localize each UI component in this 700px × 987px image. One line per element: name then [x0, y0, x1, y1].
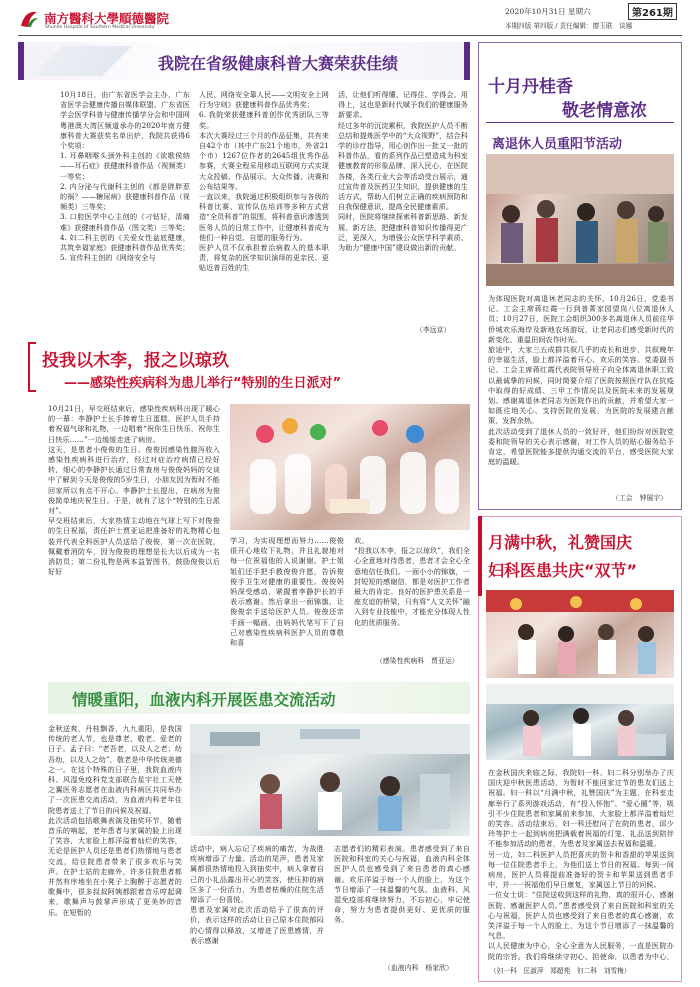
article-subtitle: 离退休人员重阳节活动	[492, 137, 623, 152]
issue-date: 2020年10月31日 星期六	[505, 7, 591, 16]
article-festival	[478, 516, 682, 982]
photo-ward-visit	[486, 684, 674, 760]
article-body-col1: 10月21日，早交班结束后，感染性疾病科出现了暖心的一幕：李静护士长手捧着生日蛋糕，医护人员手持着祝福气球和礼物，一边唱着“祝你生日快乐，祝你生日快乐……”一边缓缓走进了病房。 这天，是患者小俊俊的生日。俊俊因感染性腹泻收入感染性疾病科进行治疗，经过对症治疗病情已经好转，细心的李静护长通过日常查房与俊俊妈妈的交谈中了解到今天是俊俊的5岁生日，小朋友因为暂时不能回家所以有点不开心。李静护士长提出，在病房为俊俊简单地庆祝生日。于是，就有了这个“特别的生日派对”。 早交班结束后，大家热情主动地在气球上写下对俊俊的生日祝福，责任护士贾亚运把准备好的礼物精心包装并代表全科医护人员送给了俊俊，第一次在医院，佩戴着消防车，因为俊俊的理想是长大以后成为一名消防员；第二份礼物是两本益智图书，鼓励俊俊以后好好	[48, 404, 220, 577]
article-author: （血液内科 杨家欣）	[384, 964, 453, 972]
photo-birthday-party	[230, 404, 470, 530]
article-body-col3: 活，让他们听得懂、记得住、学得会、用得上，这也是新时代赋予我们的健康服务新要求。 经过多年的沉淀累积，我院医护人员不断总结和提炼医学中的“大众视野”，结合科学的诊疗指导，用心创作出一批又一批的科普作品，看的系列作品已塑造成为科室健康教育的形象品牌，深入民心，在医院各楼，各类行业大会等活动受台展示，通过宣传普及医药卫生知识，提供健康的生活方式，帮助人们树立正确的疾病预防和自我保健意识，提高全民健康素质。 同时，医院将继续探索科普新思路、新发展、新方法，把健康科普知识传播得更广泛，更深入，为增强公众医学科学素质、为助力“健康中国”建设做出新的贡献。	[338, 90, 468, 253]
article-title-line1: 十月丹桂香	[488, 77, 573, 97]
edition-info: 本期四版 第四版 / 责任编辑：廖玉联 谈娜	[505, 22, 633, 30]
article-author: （感染性疾病科 贾亚运）	[376, 657, 459, 665]
article-author: （李远京）	[416, 326, 451, 334]
banner-deco-stripe	[18, 42, 24, 80]
article-title-line2: 敬老情意浓	[562, 101, 647, 121]
title-accent	[478, 516, 482, 596]
title-divider	[486, 122, 674, 123]
hospital-logo-icon	[18, 8, 40, 30]
photo-retirees	[486, 154, 674, 286]
banner-deco-stripe-right	[464, 42, 470, 80]
article-title-line1: 月满中秋，礼赞国庆	[488, 533, 633, 552]
article-body-col2: 学习，为实现理想而努力……俊俊很开心地收下礼物，并且礼貌地对每一位祝福他的人说谢谢。护士姐姐们还手把手教俊俊许愿，告诉俊俊手卫生对健康的重要性。俊俊妈妈深受感动，紧握着李静护长的手表示感谢。然后拿出一面锦旗，让俊俊亲手送给医护人员。俊俊还亲手画一幅画，由妈妈代笔写下了自己对感染性疾病科医护人员的尊敬和喜	[230, 536, 344, 648]
photo-festival	[486, 590, 674, 678]
article-author: （工会 钟展宇）	[612, 494, 668, 502]
article-title-line2: 妇科医患共庆“双节”	[488, 561, 638, 580]
article-title-banner	[18, 42, 470, 80]
article-body-col2: 人民，网络安全靠人民——文明安全上网行为守则》获健康科普作品优秀奖； 6. 我院荣获健康科普创作优秀团队三等奖。 本次大赛经过三个月的作品征集，共有来自42个市（其中广东21个地市，外省21个市）1267位作者的2645组优秀作品参赛，大赛全程采用移动互联网方式实现大众投稿、作品展示、大众传播、决赛和公布结果等。 一直以来，我院通过积极组织参与各级的科普比赛、宣传队伍培训等多种方式营造“全员科普”的氛围，将科普意识渗透到医务人员的日常工作中，让健康科普成为他们一种自觉、自愿的服务行为。 医护人员不仅承担着治病救人的基本职责，将复杂的医学知识演绎的更亲民、更贴近普百姓的生	[199, 90, 329, 273]
article-birthday-party	[18, 342, 470, 672]
article-body-col1: 10月18日，由广东省医学会主办，广东省医学会健康传播自媒体联盟、广东省医学会医学科普与健康传播学分会和中国网粤港澳大湾区频道承办的2020年南方健康科普大赛获奖名单出炉，我院共获得6个奖项： 1. 耳鼻咽喉头颈外科主创的《欲歌侯纳——耳石症》获健康科普作品（视频类）一等奖； 2. 内分泌与代谢科主创的《都是胖胖惹的祸？——糖尿病》获健康科普作品（视频类）三等奖； 3. 口腔医学中心主创的《刁钻好，清痛难》获健康科普作品（图文类）三等奖； 4. 妇二科主创的《关爱女性盆底健康，共筑幸福家庭》获健康科普作品优秀奖； 5. 宣传科主创的《网络安全与	[60, 90, 190, 263]
article-author: （妇一科 匡淑萍 郑超苑 妇二科 刘雪梅）	[490, 967, 631, 975]
masthead-divider	[18, 35, 682, 36]
article-body: 为体现医院对离退休老同志的关怀，10月26日，党委书记、工会主席蒋红霞一行到普菁家园望岗八位离退休人员；10月27日，医院工会组织300多名离退休人员前往华侨城欢乐海岸及新地农场游玩，让老同志们感受新时代的新变化、重温田间农作时光。 旅途中，大家三五成群共叙几乎的成长和进步，共叙晚年的幸福生活，脸上都洋溢着开心、欢乐的笑容。党委副书记、工会主席蒋红霞代表院领导班子向全体离退休职工致以最诚挚的问候，同时简要介绍了医院按照医疗队在抗疫中取得的好成绩、三甲工作情况以及医院未来的发展规划。感谢离退休老同志为医院作出的贡献，并希望大家一如既往地关心、支持医院的发展，为医院的发展建言献策、发挥余热。 此次活动受到了退休人员的一致好评，他们纷纷对医院党委和院领导的关心表示感谢，对工作人员的贴心服务给予肯定，希望医院能多提供沟通交流的平台，感受医院大家庭的温暖。	[488, 294, 674, 467]
article-body-col3: 志愿者们的精彩表演。患者感受到了来自医院和科室的关心与祝福，血液内科全体医护人员也感受到了来自患者的真心感谢。欢乐洋溢于每一个人的脸上，为这个节日增添了一抹温馨的气氛。血液科、风湿免疫部将继续努力，不忘初心，牢记使命，努力为患者提供更好、更优质的服务。	[334, 844, 470, 925]
article-retirees	[478, 42, 682, 510]
title-frame	[28, 342, 36, 392]
article-science-award	[18, 42, 470, 338]
article-title: 投我以木李，报之以琼玖	[42, 351, 229, 371]
hospital-name-en: Shunde Hospital of Southern Medical University	[45, 25, 155, 30]
photo-ward-activity	[190, 724, 470, 836]
masthead	[0, 0, 700, 38]
banner-deco-shape	[32, 46, 132, 76]
article-body-col1: 金秋送爽，丹桂飘香，九九重阳，是我国传统的老人节，也是尊老、敬老、爱老的日子。孟子曰：“老吾老，以及人之老；幼吾幼，以及人之幼”，敬老是中华传统美德之一。在这个特殊的日子里，我院血液内科、风湿免疫科党支部联合星宇社工天使之翼医务志愿者在血液内科病区共同举办了一次医患交流活动，为血液内科老年住院患者送上了节日的问候及祝福。 此次活动包括歌舞表演及抽奖环节，随着音乐的响起，老年患者与家属的脸上出现了笑容，大家脸上都洋溢着灿烂的笑容，无论是医护人员还是患者们热情地与患者交流，给住院患者带来了很多欢乐与笑声。在护士站的走廊外，许多住院患者都并然有序地坐在小凳子上胸醉于志愿者的歌舞中，很多叔叔阿姨都跟着音乐哼起调来，歌舞声与鼓掌声形成了更美妙的音乐。在短暂的	[48, 724, 182, 917]
article-body-col3: 欢。 “投我以木李，报之以琼玖”，我们全心全意地对待患者，患者才会全心全意地信任我们。一面小小的锦旗，一封短短的感谢信，都是对医护工作者最大的肯定。良好的医护患关系是一座友谊的桥梁，只有将“人文关怀”融入到专业技能中，才能充分体现人性化的优质服务。	[354, 536, 470, 627]
hospital-name: 南方醫科大學順德醫院	[44, 11, 170, 26]
issue-number: 第261期	[628, 3, 677, 20]
article-title: 我院在省级健康科普大赛荣获佳绩	[158, 54, 399, 73]
article-body: 在金秋国庆来临之际，我院妇一科、妇二科分别举办了庆国庆迎中秋医患活动，为暂时不能回家过节的患友们送上祝福。妇一科以“月满中秋，礼赞国庆”为主题，在科室走廊举行了系列游戏活动，有“投入怀抱”、“爱心圈”等，吸引不少住院患者和家属前来参加，大家脸上都洋溢着灿烂的笑容。活动结束后，妇一科还慰问了在院的患者，邱少玲等护士一起到病房把满载着祝福的灯笼、礼品送到陪伴不能参加活动的患者，为患者及家属送去祝福和温暖。 另一边，妇二科医护人员把喜庆的贺卡和香甜的苹果送到每一位住院患者手上，为他们送上节日的祝福。每到一间病房，医护人员将提前准备好的贺卡和苹果送到患者手中，并一一祝福他们早日康复，家属送上节日的问候。 一位女士说：“住院送收到这样的礼物，真的很开心，感谢医院、感谢医护人员。”患者感受到了来自医院和科室的关心与祝福，医护人员也感受到了来自患者的真心感谢，欢笑洋溢于每一个人的脸上，为这个节日增添了一抹温馨的气息。 以人民健康为中心，全心全意为人民服务，一直是医院办院的宗旨。我们将继续守初心、担使命，以患者为中心，	[488, 768, 674, 960]
article-body-col2: 活动中，病人忘记了疾病的痛苦，为战胜疾病增添了力量。活动的尾声，患者及家属都很热情地投入到抽奖中，病人拿着自己的小礼品露出开心的笑容，使压抑的病区多了一份活力，为患者枯燥的住院生活增添了一份喜悦。 患者及家属对此次活动给予了很高的评价，表示这样的活动让自己原本住院郁闷的心情得以释放，又增进了医患感情，并表示感谢	[190, 844, 324, 945]
article-subtitle: ——感染性疾病科为患儿举行“特别的生日派对”	[64, 376, 342, 391]
article-double-ninth	[18, 682, 470, 982]
article-title: 情暖重阳，血液内科开展医患交流活动	[72, 691, 336, 709]
